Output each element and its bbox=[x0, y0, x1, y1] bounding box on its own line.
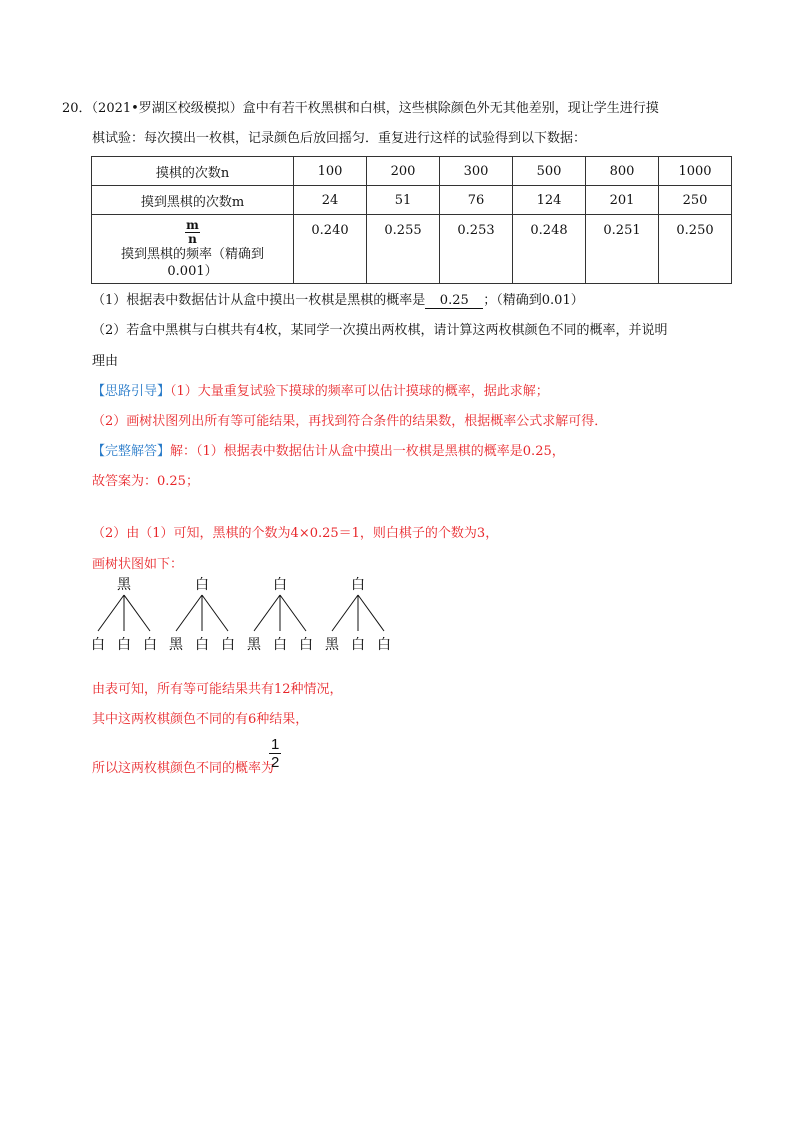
cell-m-1: 51 bbox=[367, 186, 440, 215]
analysis-line-2: （2）画树状图列出所有等可能结果，再找到符合条件的结果数，根据概率公式求解可得． bbox=[92, 414, 608, 429]
tree-leaf-node: 黑 bbox=[247, 637, 261, 653]
table-row bbox=[92, 215, 732, 284]
sub-question-1-suffix: ；（精确到0.01） bbox=[483, 293, 584, 308]
tree-leaf-node: 白 bbox=[221, 637, 235, 653]
tree-leaf-node: 白 bbox=[195, 637, 209, 653]
answer-numerator: 1 bbox=[271, 736, 280, 753]
tree-branch bbox=[280, 595, 306, 631]
cell-freq-1: 0.255 bbox=[367, 215, 440, 284]
answer-blank: 0.25 bbox=[425, 293, 483, 309]
tree-branch bbox=[98, 595, 124, 631]
fraction-numerator: m bbox=[186, 217, 199, 232]
tree-root-node: 黑 bbox=[117, 577, 131, 593]
tree-group bbox=[91, 577, 391, 653]
tree-leaf-node: 白 bbox=[299, 637, 313, 653]
analysis-line-1 bbox=[92, 380, 549, 399]
cell-freq-0: 0.240 bbox=[294, 215, 367, 284]
tree-leaf-node: 黑 bbox=[169, 637, 183, 653]
cell-m-4: 201 bbox=[586, 186, 659, 215]
freq-label-text: 摸到黑棋的频率 bbox=[120, 246, 212, 262]
cell-n-4: 800 bbox=[586, 157, 659, 186]
analysis-tag: 【思路引导】 bbox=[92, 384, 171, 399]
tree-branch bbox=[332, 595, 358, 631]
fraction-denominator: n bbox=[188, 231, 197, 246]
cell-n-0: 100 bbox=[294, 157, 367, 186]
solution-line-2: 故答案为：0.25； bbox=[92, 474, 199, 489]
tree-root-node: 白 bbox=[273, 577, 287, 593]
tree-leaf-node: 白 bbox=[377, 637, 391, 653]
table-row bbox=[92, 157, 732, 186]
data-table bbox=[91, 156, 732, 284]
cell-n-3: 500 bbox=[513, 157, 586, 186]
tree-leaf-node: 黑 bbox=[325, 637, 339, 653]
sub-question-2-line-2: 理由 bbox=[92, 354, 119, 369]
solution-line-5: 由表可知，所有等可能结果共有12种情况， bbox=[92, 682, 343, 697]
tree-root-node: 白 bbox=[195, 577, 209, 593]
solution-line-7: 所以这两枚棋颜色不同的概率为 bbox=[92, 761, 275, 776]
sub-question-1-text: （1）根据表中数据估计从盒中摸出一枚棋是黑棋的概率是 bbox=[92, 293, 426, 308]
tree-leaf-node: 白 bbox=[143, 637, 157, 653]
sub-question-2-line-1: （2）若盒中黑棋与白棋共有4枚，某同学一次摸出两枚棋，请计算这两枚棋颜色不同的概率，并说明 bbox=[92, 323, 668, 338]
answer-fraction bbox=[269, 736, 281, 771]
freq-label-precision: 0.001） bbox=[167, 263, 218, 279]
tree-branch bbox=[176, 595, 202, 631]
tree-branch bbox=[202, 595, 228, 631]
row-label-freq bbox=[92, 215, 294, 284]
solution-line-1 bbox=[92, 440, 565, 459]
tree-root-node: 白 bbox=[351, 577, 365, 593]
tree-branch bbox=[254, 595, 280, 631]
tree-diagram bbox=[84, 575, 394, 655]
tree-leaf-node: 白 bbox=[91, 637, 105, 653]
row-label-n: 摸棋的次数n bbox=[92, 157, 294, 186]
solution-line-6: 其中这两枚棋颜色不同的有6种结果， bbox=[92, 712, 309, 727]
cell-m-3: 124 bbox=[513, 186, 586, 215]
cell-freq-5: 0.250 bbox=[659, 215, 732, 284]
solution-text-1: 解：（1）根据表中数据估计从盒中摸出一枚棋是黑棋的概率是0.25， bbox=[170, 444, 565, 459]
cell-m-0: 24 bbox=[294, 186, 367, 215]
table-row bbox=[92, 186, 732, 215]
row-label-m: 摸到黑棋的次数m bbox=[92, 186, 294, 215]
tree-leaf-node: 白 bbox=[273, 637, 287, 653]
cell-m-5: 250 bbox=[659, 186, 732, 215]
cell-freq-4: 0.251 bbox=[586, 215, 659, 284]
sub-question-1 bbox=[92, 289, 584, 309]
solution-line-3: （2）由（1）可知，黑棋的个数为4×0.25＝1，则白棋子的个数为3， bbox=[92, 526, 499, 541]
cell-freq-3: 0.248 bbox=[513, 215, 586, 284]
fraction-m-over-n bbox=[185, 219, 200, 246]
tree-branch bbox=[124, 595, 150, 631]
question-line-2: 棋试验：每次摸出一枚棋，记录颜色后放回摇匀．重复进行这样的试验得到以下数据： bbox=[92, 131, 587, 146]
cell-m-2: 76 bbox=[440, 186, 513, 215]
freq-label-suffix: （精确到 bbox=[212, 246, 265, 262]
question-line-1: 20．（2021•罗湖区校级模拟）盒中有若干枚黑棋和白棋，这些棋除颜色外无其他差别，现让学生进行摸 bbox=[62, 101, 659, 116]
cell-n-2: 300 bbox=[440, 157, 513, 186]
cell-n-5: 1000 bbox=[659, 157, 732, 186]
tree-leaf-node: 白 bbox=[117, 637, 131, 653]
cell-freq-2: 0.253 bbox=[440, 215, 513, 284]
tree-branch bbox=[358, 595, 384, 631]
answer-denominator: 2 bbox=[271, 754, 280, 771]
cell-n-1: 200 bbox=[367, 157, 440, 186]
tree-leaf-node: 白 bbox=[351, 637, 365, 653]
analysis-text-1: （1）大量重复试验下摸球的频率可以估计摸球的概率，据此求解； bbox=[170, 384, 549, 399]
solution-tag: 【完整解答】 bbox=[92, 444, 171, 459]
solution-line-4: 画树状图如下： bbox=[92, 557, 184, 572]
